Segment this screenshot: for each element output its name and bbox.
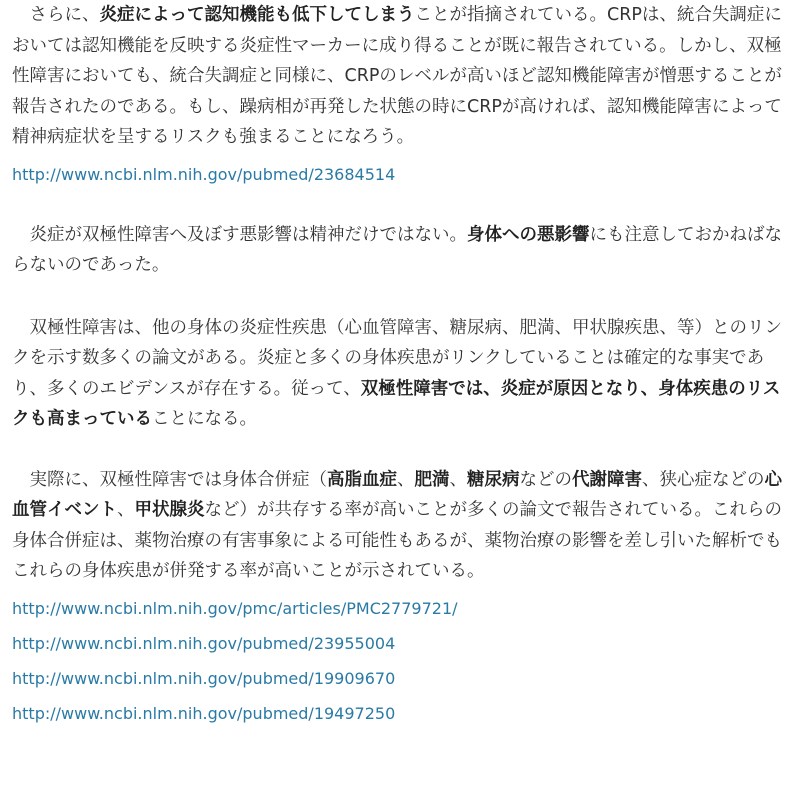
text-segment: 、	[397, 469, 415, 490]
paragraph-spacer	[12, 281, 784, 313]
text-segment: 、	[449, 469, 467, 490]
text-segment: 実際に、双極性障害では身体合併症（	[12, 469, 327, 490]
text-segment: 炎症が双極性障害へ及ぼす悪影響は精神だけではない。	[12, 224, 467, 245]
paragraph-physical-effects	[12, 220, 784, 281]
paragraph-spacer	[12, 435, 784, 465]
text-segment-bold: 糖尿病	[467, 469, 520, 490]
text-segment: にも注意しておかねばならないのであった。	[12, 224, 782, 275]
text-segment-bold: 高脂血症	[327, 469, 397, 490]
paragraph-spacer	[12, 190, 784, 220]
reference-link[interactable]: http://www.ncbi.nlm.nih.gov/pubmed/19497250	[12, 703, 396, 723]
text-segment: ことになる。	[152, 409, 257, 429]
text-segment-bold: 心血管イベント	[12, 469, 782, 520]
text-segment: 双極性障害は、他の身体の炎症性疾患（心血管障害、糖尿病、肥満、甲状腺疾患、等）とのリンクを示す数多くの論文がある。炎症と多くの身体疾患がリンクしていることは確定的な事実であり、多くのエビデンスが存在する。従って、	[12, 317, 782, 399]
reference-link[interactable]: http://www.ncbi.nlm.nih.gov/pmc/articles/PMC2779721/	[12, 598, 458, 618]
paragraph-cognitive-decline	[12, 0, 784, 153]
text-segment-bold: 身体への悪影響	[467, 224, 590, 245]
text-segment-bold: 甲状腺炎	[134, 500, 205, 520]
reference-link[interactable]: http://www.ncbi.nlm.nih.gov/pubmed/23684514	[12, 164, 396, 184]
paragraph-comorbidities	[12, 465, 784, 587]
reference-link[interactable]: http://www.ncbi.nlm.nih.gov/pubmed/23955004	[12, 633, 396, 653]
text-segment: 、	[117, 500, 135, 520]
text-segment-bold: 双極性障害では、炎症が原因となり、身体疾患のリスクも高まっている	[12, 378, 781, 429]
text-segment: ことが指摘されている。CRPは、統合失調症においては認知機能を反映する炎症性マーカーに成り得ることが既に報告されている。しかし、双極性障害においても、統合失調症と同様に、CRPのレベルが高いほど認知機能障害が憎悪することが報告されたのである。もし、躁病相が再発した状態の時にCRPが高ければ、認知機能障害によって精神病症状を呈するリスクも強まることになろう。	[12, 5, 782, 147]
text-segment-bold: 肥満	[414, 469, 450, 490]
text-segment: 、狭心症などの	[642, 469, 765, 490]
text-segment: さらに、	[12, 5, 100, 25]
reference-link[interactable]: http://www.ncbi.nlm.nih.gov/pubmed/19909670	[12, 668, 396, 688]
paragraph-inflammatory-diseases	[12, 313, 784, 435]
text-segment: など）が共存する率が高いことが多くの論文で報告されている。これらの身体合併症は、薬物治療の有害事象による可能性もあるが、薬物治療の影響を差し引いた解析でもこれらの身体疾患が併発する率が高いことが示されている。	[12, 500, 782, 581]
text-segment: などの	[519, 469, 572, 490]
text-segment-bold: 代謝障害	[572, 469, 642, 490]
text-segment-bold: 炎症によって認知機能も低下してしまう	[99, 5, 415, 25]
